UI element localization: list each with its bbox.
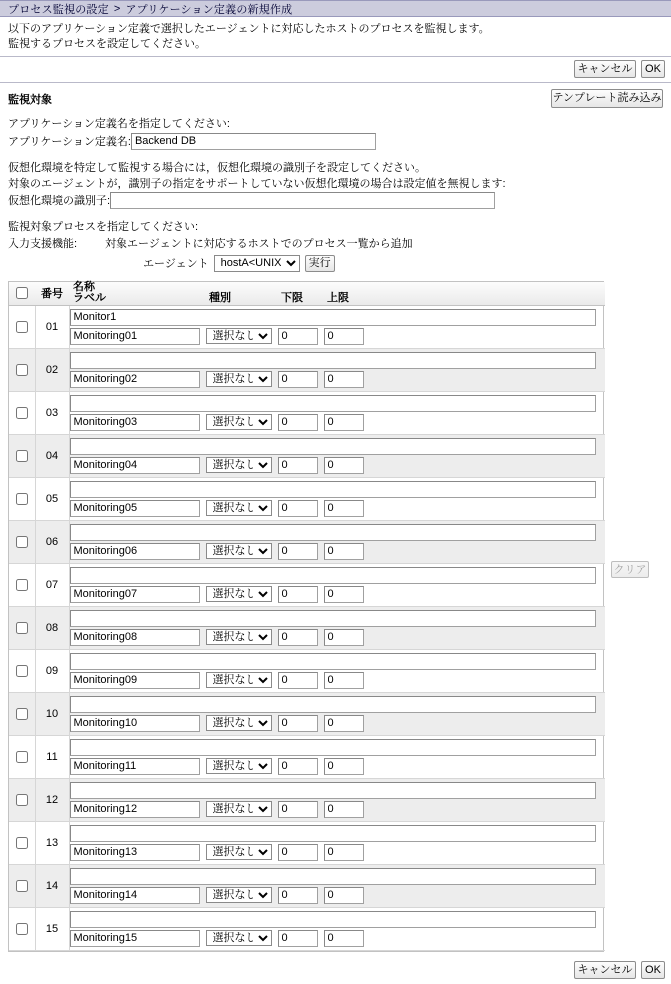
row-detail-cell [69,434,605,477]
upper-limit-input[interactable] [324,887,364,904]
row-select-checkbox[interactable] [16,450,28,462]
process-name-input[interactable] [70,395,596,412]
top-action-bar [0,57,671,83]
process-label-input[interactable] [70,543,200,560]
process-name-input[interactable] [70,438,596,455]
upper-limit-input[interactable] [324,371,364,388]
row-select-cell [9,907,35,950]
upper-limit-input[interactable] [324,586,364,603]
process-note: 監視対象プロセスを指定してください: [8,220,199,233]
upper-limit-input[interactable] [324,758,364,775]
lower-limit-input[interactable] [278,500,318,517]
table-row [9,778,605,821]
process-name-input[interactable] [70,911,596,928]
process-name-input[interactable] [70,481,596,498]
process-label-input[interactable] [70,629,200,646]
lower-limit-input[interactable] [278,887,318,904]
cancel-button-top[interactable]: キャンセル [574,60,636,78]
detail-headers [69,282,605,306]
upper-limit-input[interactable] [324,457,364,474]
row-number-cell: 15 [35,907,69,950]
process-label-input[interactable] [70,672,200,689]
row-detail-cell [69,864,605,907]
select-all-checkbox[interactable] [16,287,28,299]
process-kind-select[interactable] [206,758,272,774]
row-select-cell [9,864,35,907]
virtualization-identifier-input[interactable] [110,192,495,209]
row-select-checkbox[interactable] [16,837,28,849]
process-kind-select[interactable] [206,586,272,602]
table-header-row [9,282,605,306]
table-row [9,520,605,563]
row-number-cell: 02 [35,348,69,391]
table-row [9,864,605,907]
row-detail-cell [69,649,605,692]
ok-button-top[interactable]: OK [641,60,665,78]
row-number-cell: 14 [35,864,69,907]
table-row [9,563,605,606]
lower-limit-input[interactable] [278,457,318,474]
table-row [9,649,605,692]
row-select-cell [9,305,35,348]
process-kind-select[interactable] [206,457,272,473]
process-name-input[interactable] [70,352,596,369]
process-kind-select[interactable] [206,500,272,516]
upper-limit-input[interactable] [324,500,364,517]
description-line-1: 以下のアプリケーション定義で選択したエージェントに対応したホストのプロセスを監視します。 [8,23,490,35]
row-number-cell: 01 [35,305,69,348]
row-select-cell [9,477,35,520]
table-row [9,606,605,649]
upper-limit-input[interactable] [324,930,364,947]
side-action-column [604,281,656,578]
row-select-checkbox[interactable] [16,579,28,591]
process-label-input[interactable] [70,930,200,947]
cancel-button-bottom[interactable]: キャンセル [574,961,636,979]
process-table-panel [8,281,604,952]
kind-header: 種別 [209,291,231,304]
agent-label: エージェント [143,258,209,271]
row-number-cell: 06 [35,520,69,563]
table-row [9,907,605,950]
row-select-cell [9,692,35,735]
process-name-input[interactable] [70,524,596,541]
process-kind-select[interactable] [206,371,272,387]
load-template-button[interactable]: テンプレート読み込み [551,89,663,108]
process-kind-select[interactable] [206,801,272,817]
table-row [9,477,605,520]
input-support-text: 対象エージェントに対応するホストでのプロセス一覧から追加 [105,237,413,250]
process-name-input[interactable] [70,696,596,713]
virtualization-field-row [8,192,663,209]
row-select-checkbox[interactable] [16,751,28,763]
process-kind-select[interactable] [206,887,272,903]
row-select-checkbox[interactable] [16,622,28,634]
breadcrumb-current: アプリケーション定義の新規作成 [125,3,293,16]
process-label-input[interactable] [70,586,200,603]
appname-note: アプリケーション定義名を指定してください: [8,117,230,130]
row-detail-cell [69,907,605,950]
run-button[interactable]: 実行 [305,255,335,272]
lower-limit-input[interactable] [278,586,318,603]
process-kind-select[interactable] [206,414,272,430]
row-number-cell: 10 [35,692,69,735]
upper-limit-input[interactable] [324,715,364,732]
row-number-cell: 05 [35,477,69,520]
row-select-cell [9,348,35,391]
name-header: 名称 [73,280,95,293]
process-label-input[interactable] [70,457,200,474]
upper-header: 上限 [327,291,349,304]
upper-limit-input[interactable] [324,801,364,818]
process-label-input[interactable] [70,328,200,345]
label-header: ラベル [73,291,106,304]
lower-limit-input[interactable] [278,328,318,345]
monitoring-target-section [0,83,671,272]
process-kind-select[interactable] [206,844,272,860]
process-label-input[interactable] [70,414,200,431]
row-select-checkbox[interactable] [16,536,28,548]
table-row [9,692,605,735]
breadcrumb [0,0,671,17]
breadcrumb-separator: > [113,2,121,15]
row-detail-cell [69,348,605,391]
row-detail-cell [69,477,605,520]
row-select-cell [9,649,35,692]
process-kind-select[interactable] [206,543,272,559]
process-label-input[interactable] [70,758,200,775]
row-select-checkbox[interactable] [16,321,28,333]
row-detail-cell [69,305,605,348]
process-name-input[interactable] [70,739,596,756]
process-name-input[interactable] [70,868,596,885]
row-number-cell: 08 [35,606,69,649]
lower-limit-input[interactable] [278,844,318,861]
row-select-checkbox[interactable] [16,665,28,677]
lower-limit-input[interactable] [278,543,318,560]
table-row [9,434,605,477]
process-name-input[interactable] [70,653,596,670]
row-number-cell: 09 [35,649,69,692]
ok-button-bottom[interactable]: OK [641,961,665,979]
appname-label: アプリケーション定義名: [8,136,131,149]
row-detail-cell [69,391,605,434]
row-number-cell: 03 [35,391,69,434]
row-select-cell [9,563,35,606]
row-select-cell [9,606,35,649]
section-title: 監視対象 [8,93,52,106]
section-header [8,89,663,108]
row-select-checkbox[interactable] [16,794,28,806]
row-select-cell [9,735,35,778]
process-label-input[interactable] [70,371,200,388]
process-label-input[interactable] [70,500,200,517]
row-select-checkbox[interactable] [16,407,28,419]
row-select-cell [9,520,35,563]
row-detail-cell [69,821,605,864]
upper-limit-input[interactable] [324,414,364,431]
virtualization-note [8,159,663,191]
process-name-input[interactable] [70,825,596,842]
input-support-label: 入力支援機能: [8,237,78,250]
row-detail-cell [69,735,605,778]
table-row [9,821,605,864]
row-select-cell [9,391,35,434]
input-support-block [8,235,663,272]
process-label-input[interactable] [70,887,200,904]
number-header: 番号 [35,282,69,306]
process-table-area [8,281,663,952]
row-detail-cell [69,563,605,606]
virt-note-line-1: 仮想化環境を特定して監視する場合には，仮想化環境の識別子を設定してください。 [8,161,426,174]
select-all-header [9,282,35,306]
process-name-input[interactable] [70,309,596,326]
row-select-cell [9,821,35,864]
row-number-cell: 11 [35,735,69,778]
row-select-cell [9,778,35,821]
process-kind-select[interactable] [206,672,272,688]
process-kind-select[interactable] [206,328,272,344]
row-number-cell: 04 [35,434,69,477]
breadcrumb-parent[interactable]: プロセス監視の設定 [8,3,109,16]
table-body [9,305,605,950]
process-name-input[interactable] [70,567,596,584]
row-select-checkbox[interactable] [16,923,28,935]
process-kind-select[interactable] [206,715,272,731]
process-kind-select[interactable] [206,930,272,946]
row-select-checkbox[interactable] [16,708,28,720]
upper-limit-input[interactable] [324,629,364,646]
process-name-input[interactable] [70,782,596,799]
lower-limit-input[interactable] [278,801,318,818]
application-definition-name-input[interactable] [131,133,376,150]
upper-limit-input[interactable] [324,844,364,861]
table-header [9,282,605,306]
process-kind-select[interactable] [206,629,272,645]
process-table [9,282,605,951]
process-label-input[interactable] [70,844,200,861]
table-row [9,735,605,778]
row-detail-cell [69,520,605,563]
appname-field-row [8,133,663,150]
lower-header: 下限 [281,291,303,304]
row-number-cell: 07 [35,563,69,606]
agent-select[interactable] [214,255,300,272]
row-select-cell [9,434,35,477]
row-number-cell: 13 [35,821,69,864]
clear-button[interactable]: クリア [611,561,649,578]
process-label-input[interactable] [70,801,200,818]
upper-limit-input[interactable] [324,543,364,560]
row-detail-cell [69,778,605,821]
upper-limit-input[interactable] [324,328,364,345]
upper-limit-input[interactable] [324,672,364,689]
lower-limit-input[interactable] [278,715,318,732]
virtualization-identifier-label: 仮想化環境の識別子: [8,195,111,208]
table-row [9,391,605,434]
lower-limit-input[interactable] [278,371,318,388]
row-number-cell: 12 [35,778,69,821]
lower-limit-input[interactable] [278,930,318,947]
row-detail-cell [69,606,605,649]
row-select-checkbox[interactable] [16,493,28,505]
lower-limit-input[interactable] [278,672,318,689]
description-line-2: 監視するプロセスを設定してください。 [8,37,206,50]
process-name-input[interactable] [70,610,596,627]
page-description [0,17,671,57]
lower-limit-input[interactable] [278,629,318,646]
lower-limit-input[interactable] [278,414,318,431]
bottom-action-bar [0,956,671,984]
table-row [9,305,605,348]
process-label-input[interactable] [70,715,200,732]
row-select-checkbox[interactable] [16,880,28,892]
agent-row [83,255,663,272]
virt-note-line-2: 対象のエージェントが，識別子の指定をサポートしていない仮想化環境の場合は設定値を無視します: [8,177,506,190]
row-detail-cell [69,692,605,735]
lower-limit-input[interactable] [278,758,318,775]
row-select-checkbox[interactable] [16,364,28,376]
table-row [9,348,605,391]
